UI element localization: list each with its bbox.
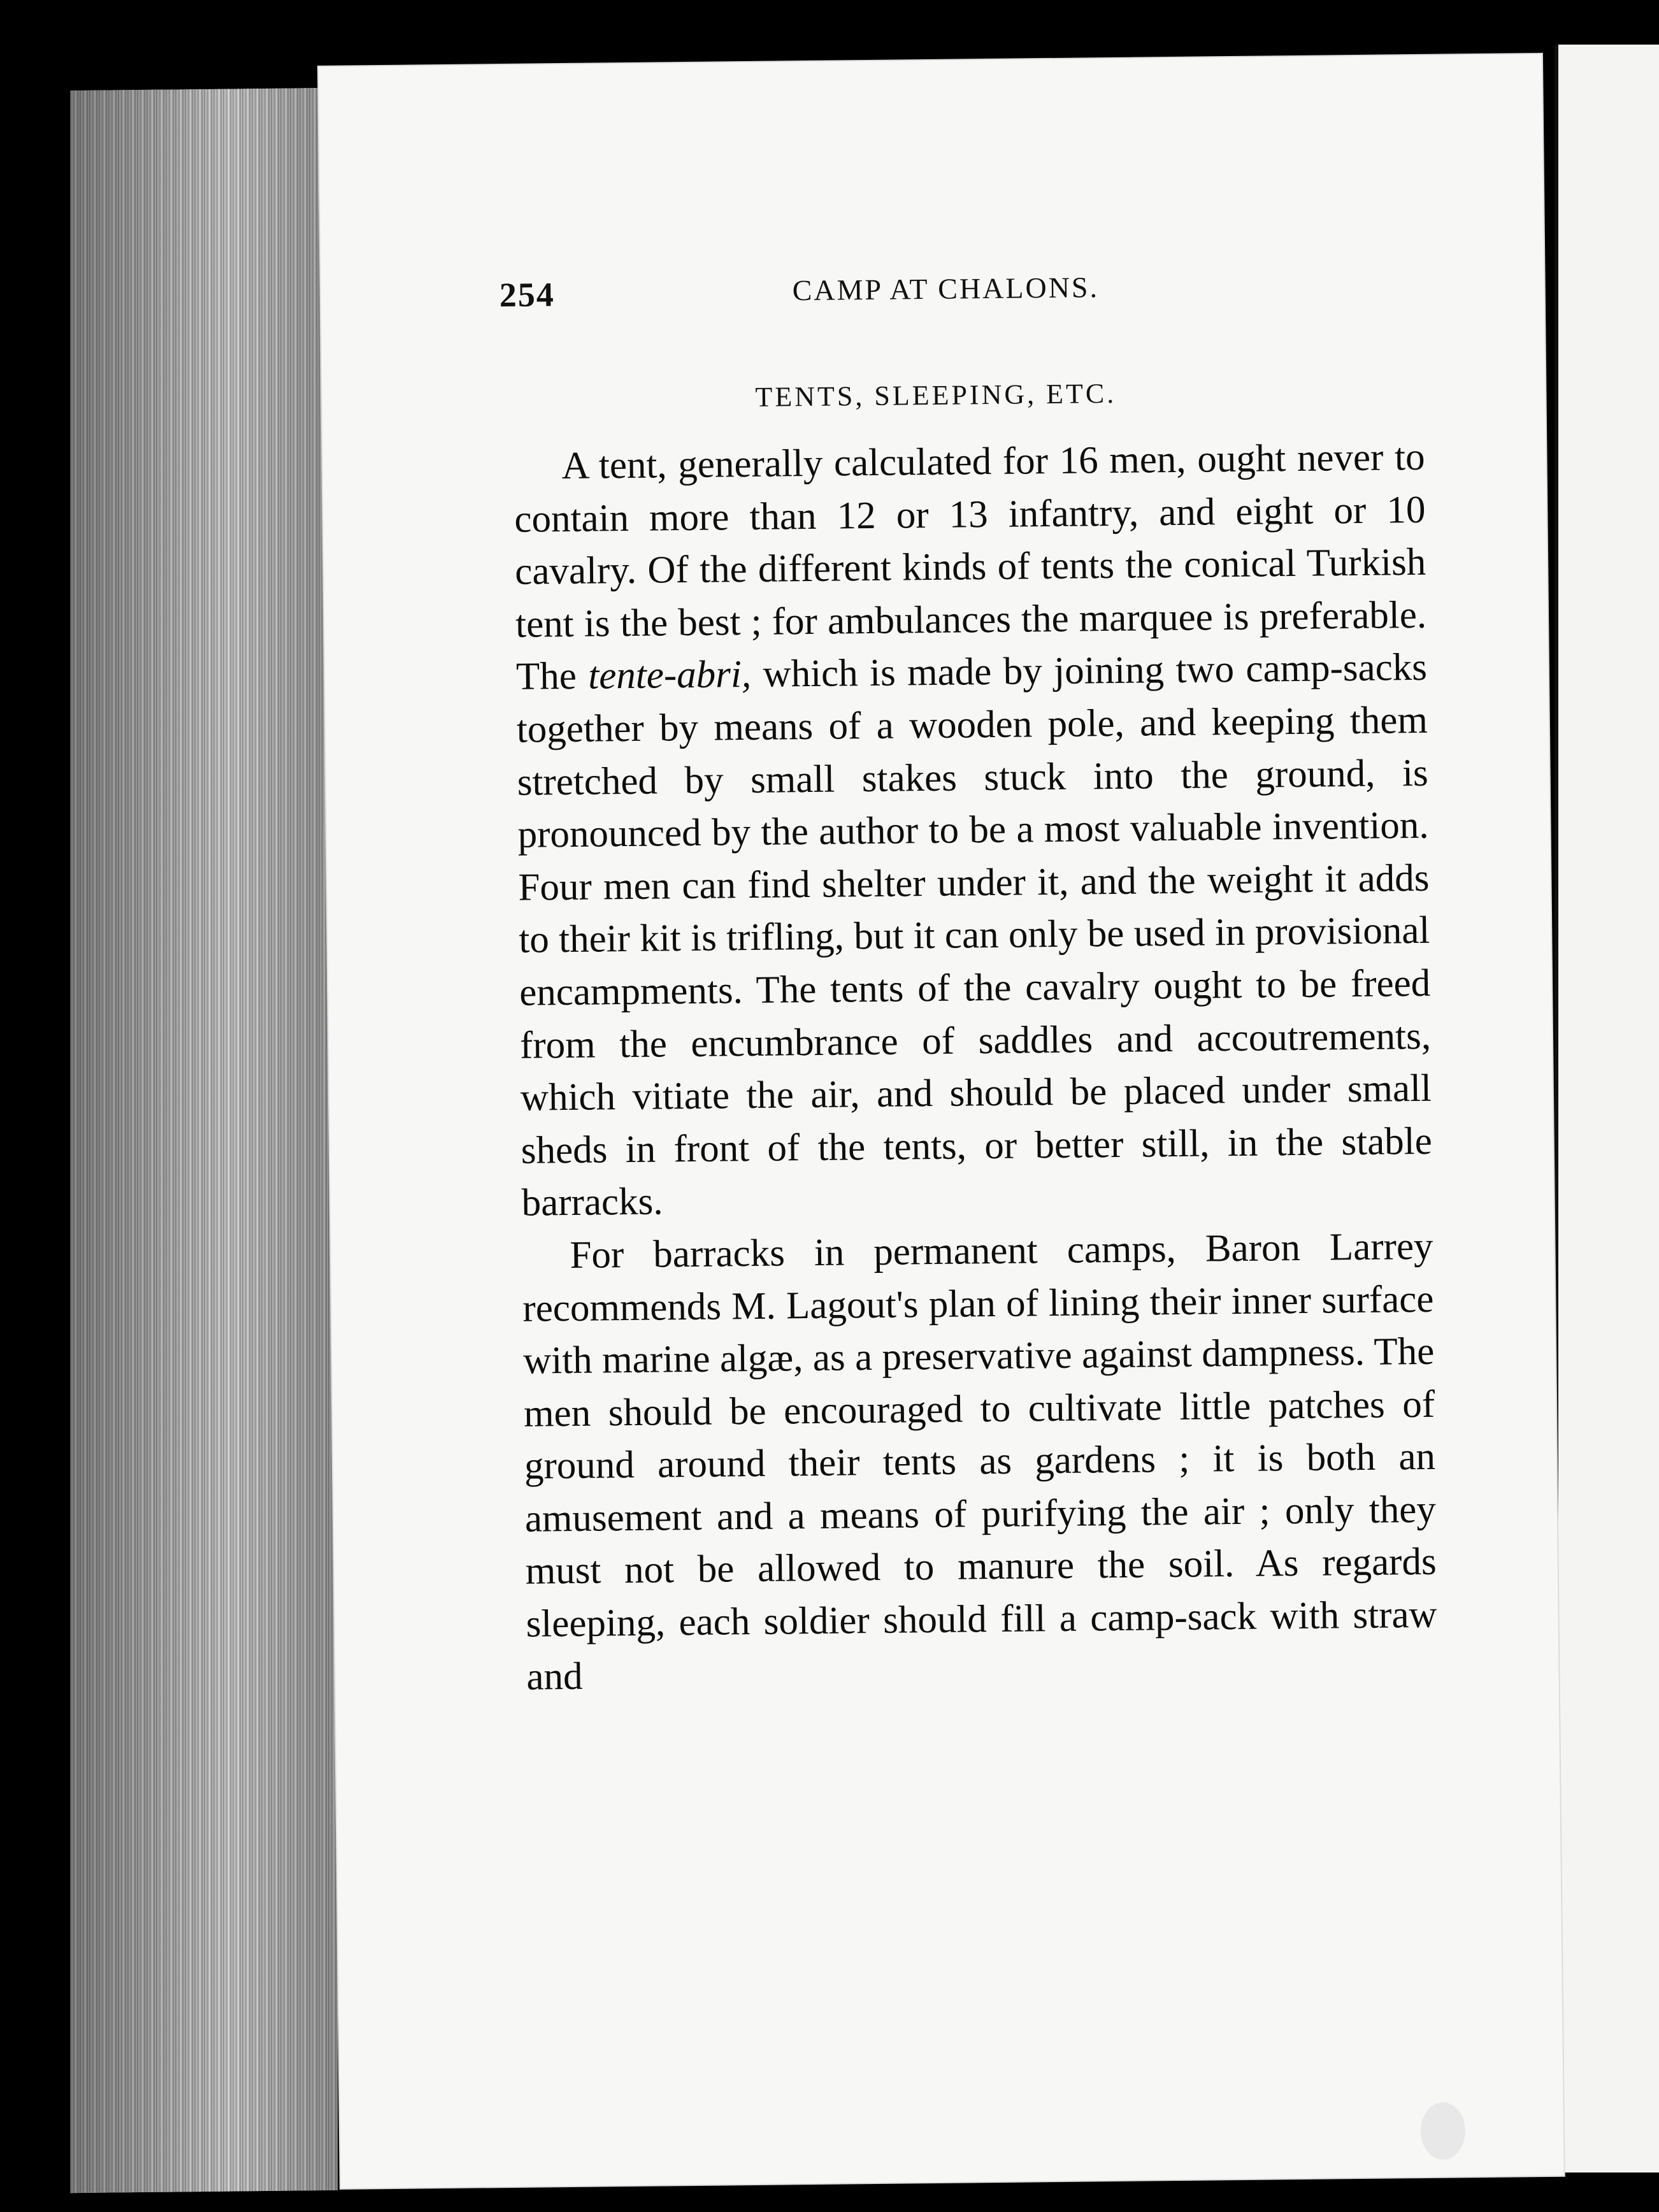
- facing-page-edge: [1555, 45, 1659, 2172]
- body-text: [514, 431, 1438, 1704]
- italic-term-tente-abri: tente-abri,: [587, 653, 752, 698]
- running-head-title: CAMP AT CHALONS.: [792, 271, 1100, 307]
- running-head: [499, 269, 1136, 315]
- paragraph-tents: [514, 431, 1433, 1230]
- section-title: TENTS, SLEEPING, ETC.: [755, 377, 1117, 413]
- book-page-edges: [70, 88, 338, 2193]
- paragraph-tents-text-2: which is made by joining two camp-sacks together by means of a wooden pole, and keeping them stretched by small stakes stuck into the ground, is pronounced by the author to be a most valuable invention. Four men can find shelter under it, and the weight it adds to their kit is trifling, but it can only be used in provisional encampments. The tents of the cavalry ought to be freed from the encumbrance of saddles and accoutrements, which vitiate the air, and should be placed under small sheds in front of the tents, or better still, in the stable barracks.: [516, 646, 1433, 1225]
- scan-speck: [1421, 2102, 1465, 2160]
- book-page: [319, 54, 1564, 2188]
- paragraph-tents-text-1: A tent, generally calculated for 16 men, ought never to contain more than 12 or 13 infantry, and eight or 10 cavalry. Of the different kinds of tents the conical Turkish tent is the best ; for ambulances the marquee is preferable. The: [514, 435, 1427, 699]
- page-number: 254: [499, 275, 556, 315]
- paragraph-barracks: For barracks in permanent camps, Baron Larrey recommends M. Lagout's plan of lining their inner surface with marine algæ, as a preservative against dampness. The men should be encouraged to cultivate little patches of ground around their tents as gardens ; it is both an amusement and a means of purifying the air ; only they must not be allowed to manure the soil. As regards sleeping, each soldier should fill a camp-sack with straw and: [522, 1224, 1437, 1698]
